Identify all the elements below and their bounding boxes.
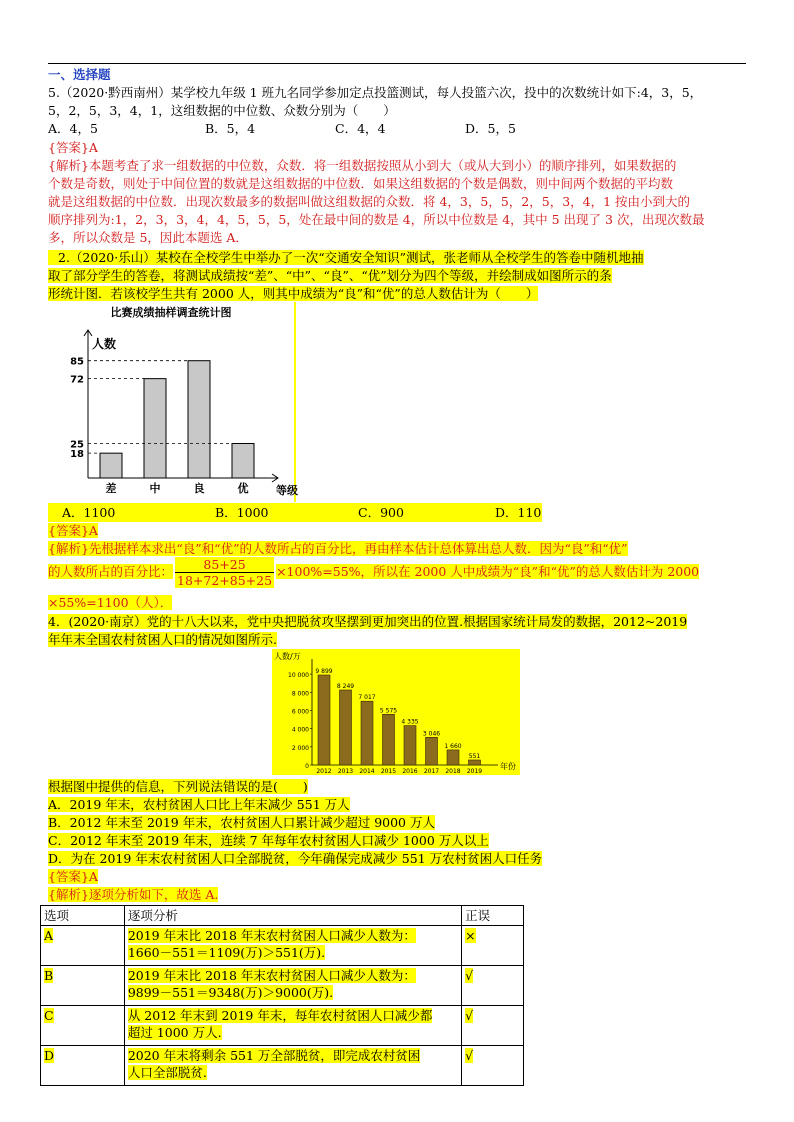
q4-option-a	[48, 796, 350, 814]
cell-text: C	[44, 1008, 54, 1023]
table-cell-verdict	[462, 926, 524, 966]
q2-analysis-post: ×100%=55%，所以在 2000 人中成绩为“良”和“优”的总人数估计为 2000	[276, 564, 700, 579]
table-cell-option	[41, 966, 125, 1006]
q2-analysis-pre: 的人数所占的百分比：	[48, 564, 174, 579]
q5-option-d: D．5，5	[465, 121, 516, 136]
table-row	[41, 1006, 524, 1046]
cell-text: 9899－551＝9348(万)＞9000(万).	[127, 985, 334, 1000]
chart2-x-tick: 2016	[402, 768, 418, 775]
q2-analysis-line1-text: {解析}先根据样本求出“良”和“优”的人数所占的百分比，再由样本估计总体算出总人数．因为“良”和“优”	[48, 541, 628, 556]
chart1-svg	[48, 302, 298, 502]
q2-line2-text: 取了部分学生的答卷，将测试成绩按“差”、“中”、“良”、“优”划分为四个等级，并绘制成如图所示的条	[48, 268, 612, 283]
chart2-y-tick: 6 000	[291, 708, 309, 716]
cell-text: A	[44, 928, 54, 943]
q4-line1	[48, 613, 687, 631]
q5-analysis-line3: 就是这组数据的中位数．出现次数最多的数据叫做这组数据的众数．将 4，3，5，5，2，5，3，4，1 按由小到大的	[48, 194, 691, 209]
q4-question-text: 根据图中提供的信息，下列说法错误的是( )	[48, 779, 308, 794]
chart2-y-tick: 10 000	[288, 672, 309, 680]
q5-line2: 5，2，5，3，4，1，这组数据的中位数、众数分别为（ ）	[48, 103, 396, 118]
q5-analysis-line2: 个数是奇数，则处于中间位置的数就是这组数据的中位数．如果这组数据的个数是偶数，则中间两个数据的平均数	[48, 176, 674, 191]
table-row	[41, 1046, 524, 1086]
q2-option-c: C．900	[358, 505, 404, 520]
chart2-bar	[361, 701, 373, 765]
chart2-value-label: 1 660	[444, 742, 462, 750]
q2-option-b: B．1000	[215, 505, 269, 520]
q4-option-d	[48, 850, 542, 868]
chart1-x-tick: 良	[193, 482, 205, 495]
q4-option-c	[48, 832, 489, 850]
q2-answer	[48, 522, 98, 540]
table-row	[41, 926, 524, 966]
chart2-svg	[272, 649, 520, 775]
q2-option-a: A．1100	[62, 505, 116, 520]
q5-option-b: B．5，4	[205, 121, 256, 136]
table-cell-analysis	[124, 1006, 461, 1046]
chart1-bar	[144, 379, 166, 478]
q2-analysis-line2	[48, 557, 699, 593]
q5-analysis-line4: 顺序排列为:1，2，3，3，4，4，5，5，5，处在最中间的数是 4，所以中位数是 4，其中 5 出现了 3 次，出现次数最	[48, 212, 705, 227]
table-cell-analysis	[124, 1046, 461, 1086]
q4-option-c-text: C．2012 年末至 2019 年末，连续 7 年每年农村贫困人口减少 1000 万人以上	[48, 833, 489, 848]
table-cell-verdict	[462, 1006, 524, 1046]
q4-option-d-text: D．为在 2019 年末农村贫困人口全部脱贫，今年确保完成减少 551 万农村贫困人口任务	[48, 851, 543, 866]
chart1-ylabel: 人数	[92, 337, 117, 351]
chart2-value-label: 4 335	[401, 718, 419, 726]
chart2-bar	[318, 675, 330, 765]
q5-option-c: C．4，4	[335, 121, 386, 136]
chart2-bar	[469, 760, 481, 765]
analysis-table	[40, 905, 524, 1086]
table-header-cell: 正误	[462, 906, 524, 926]
chart2-x-tick: 2014	[359, 768, 375, 775]
chart2-value-label: 7 017	[358, 694, 376, 702]
table-cell-analysis	[124, 926, 461, 966]
table-header-row	[41, 906, 524, 926]
chart1-x-tick: 差	[105, 482, 117, 495]
table-header-cell: 逐项分析	[124, 906, 461, 926]
cell-text: √	[465, 1008, 474, 1023]
q2-line3	[48, 285, 538, 303]
table-cell-option	[41, 1006, 125, 1046]
q2-analysis-line3-text: ×55%=1100（人）．	[48, 595, 173, 610]
chart1-bar	[100, 453, 122, 478]
q2-line1-text: 2.（2020·乐山）某校在全校学生中举办了一次“交通安全知识”测试，张老师从全校学生的答卷中随机地抽	[48, 250, 644, 265]
chart1-y-tick: 72	[70, 374, 84, 386]
cell-text: √	[465, 968, 474, 983]
table-cell-option	[41, 926, 125, 966]
chart2-x-tick: 2019	[466, 768, 483, 775]
chart2-y-tick: 8 000	[291, 690, 309, 698]
q5-line1: 5.（2020·黔西南州）某学校九年级 1 班九名同学参加定点投篮测试，每人投篮六次，投中的次数统计如下:4，3，5，	[48, 85, 703, 100]
section-title: 一、选择题	[48, 67, 111, 82]
cell-text: D	[44, 1048, 55, 1063]
chart2-value-label: 5 575	[379, 707, 398, 715]
q4-answer	[48, 868, 98, 886]
chart1-x-tick: 中	[149, 482, 161, 495]
q2-line3-text: 形统计图．若该校学生共有 2000 人，则其中成绩为“良”和“优”的总人数估计为（ ）	[48, 286, 539, 301]
cell-text: 1660－551＝1109(万)＞551(万).	[127, 945, 326, 960]
chart2-y-tick: 2 000	[291, 744, 309, 752]
chart2-bar	[447, 750, 459, 765]
chart2-frame	[272, 649, 520, 775]
q4-line2	[48, 631, 277, 649]
q4-answer-text: {答案}A	[48, 869, 98, 884]
cell-text: √	[465, 1048, 474, 1063]
q4-analysis	[48, 886, 218, 904]
chart2-xlabel: 年份	[500, 762, 516, 771]
chart1-y-tick: 18	[70, 449, 84, 461]
chart2-bar	[383, 714, 395, 765]
cell-text: 2020 年末将剩余 551 万全部脱贫，即完成农村贫困	[127, 1048, 421, 1063]
chart1-y-tick: 85	[70, 356, 84, 368]
header-rule	[48, 63, 746, 64]
chart1-xlabel: 等级	[276, 484, 298, 497]
q2-answer-text: {答案}A	[48, 523, 98, 538]
cell-text: 人口全部脱贫.	[127, 1065, 207, 1080]
chart1-title: 比赛成绩抽样调查统计图	[110, 306, 232, 319]
cell-text: 超过 1000 万人.	[127, 1025, 222, 1040]
chart2-bar	[426, 737, 438, 765]
q4-line2-text: 年年末全国农村贫困人口的情况如图所示.	[48, 632, 277, 647]
chart1-y-tick: 25	[70, 439, 84, 451]
chart2-bar	[404, 726, 416, 765]
chart2-x-tick: 2012	[316, 768, 332, 775]
cell-text: ×	[465, 928, 476, 943]
q4-option-b-text: B．2012 年末至 2019 年末，农村贫困人口累计减少超过 9000 万人	[48, 815, 435, 830]
chart2-x-tick: 2017	[423, 768, 440, 775]
chart2-value-label: 8 249	[336, 683, 355, 691]
q2-line2	[48, 267, 612, 285]
q4-question	[48, 778, 308, 796]
chart1-bar	[232, 444, 254, 479]
chart2-ylabel: 人数/万	[274, 652, 301, 661]
chart2-value-label: 551	[468, 752, 481, 760]
chart2-bar	[340, 690, 352, 765]
q2-option-d: D．110	[495, 505, 542, 520]
q2-analysis-line1	[48, 540, 628, 558]
chart2-x-tick: 2013	[337, 768, 354, 775]
q5-answer: {答案}A	[48, 140, 98, 155]
chart1-x-tick: 优	[237, 482, 249, 495]
table-row	[41, 966, 524, 1006]
cell-text: 从 2012 年末到 2019 年末，每年农村贫困人口减少都	[127, 1008, 433, 1023]
cell-text: B	[44, 968, 54, 983]
q2-options-bar	[48, 503, 542, 522]
q5-analysis-line1: {解析}本题考查了求一组数据的中位数，众数．将一组数据按照从小到大（或从大到小）的顺序排列，如果数据的	[48, 158, 677, 173]
q4-analysis-text: {解析}逐项分析如下，故选 A.	[48, 887, 219, 902]
table-cell-verdict	[462, 1046, 524, 1086]
fraction-denominator: 18+72+85+25	[177, 573, 273, 588]
fraction-numerator: 85+25	[175, 557, 274, 573]
table-header-cell: 选项	[41, 906, 125, 926]
chart1-frame	[48, 302, 296, 502]
chart2-x-tick: 2015	[380, 768, 397, 775]
q4-option-b	[48, 814, 435, 832]
q2-line1	[48, 249, 644, 267]
q4-option-a-text: A．2019 年末，农村贫困人口比上年末减少 551 万人	[48, 797, 350, 812]
fraction	[175, 557, 274, 588]
q5-analysis-line5: 多，所以众数是 5，因此本题选 A．	[48, 230, 248, 245]
chart2-y-tick: 4 000	[291, 726, 309, 734]
q2-analysis-line3	[48, 594, 172, 612]
cell-text: 2019 年末比 2018 年末农村贫困人口减少人数为：	[127, 968, 416, 983]
chart1-bar	[188, 361, 210, 478]
table-cell-analysis	[124, 966, 461, 1006]
table-cell-verdict	[462, 966, 524, 1006]
chart2-y-tick: 0	[305, 763, 309, 770]
chart2-x-tick: 2018	[445, 768, 461, 775]
q5-option-a: A．4，5	[48, 121, 98, 136]
chart2-value-label: 9 899	[315, 668, 333, 676]
q4-line1-text: 4．(2020·南京）党的十八大以来，党中央把脱贫攻坚摆到更加突出的位置.根据国家统计局发的数据，2012~2019	[48, 614, 688, 629]
cell-text: 2019 年末比 2018 年末农村贫困人口减少人数为：	[127, 928, 416, 943]
table-cell-option	[41, 1046, 125, 1086]
chart2-value-label: 3 046	[422, 730, 441, 738]
